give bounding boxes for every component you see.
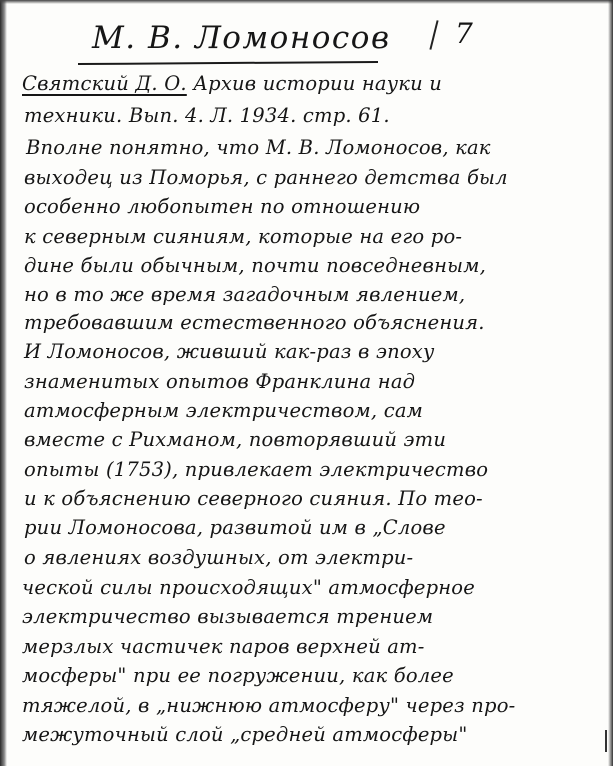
text-line: рии Ломоносова, развитой им в „Слове [24,516,446,539]
title-underline [78,61,378,65]
text-line: электричество вызывается трением [22,605,434,628]
text-line: тяжелой, в „нижнюю атмосферу" через про- [22,694,516,717]
text-line: мосферы" при ее погружении, как более [22,664,454,687]
text-line: выходец из Поморья, с раннего детства был [24,166,508,189]
text-line: вместе с Рихманом, повторявший эти [24,428,447,451]
scan-shadow-left [0,0,7,766]
scan-shadow-right [608,0,613,766]
scan-shadow-top [0,0,613,4]
text-line: ческой силы происходящих" атмосферное [22,576,475,599]
text-line: Вполне понятно, что М. В. Ломоносов, как [26,136,491,159]
page-mark-stroke [429,20,438,50]
page-number: 7 [455,17,473,50]
text-line: знаменитых опытов Франклина над [24,370,416,393]
text-line: но в то же время загадочным явлением, [24,283,466,306]
reference-source: Архив истории науки и [193,72,443,95]
text-line: особенно любопытен по отношению [24,195,421,218]
page-title: М. В. Ломоносов [92,20,391,56]
text-line: о явлениях воздушных, от электри- [24,546,414,569]
reference-line-1 [22,72,442,95]
text-line: к северным сияниям, которые на его ро- [24,225,463,248]
text-line: межуточный слой „средней атмосферы" [22,723,468,746]
reference-line-2: техники. Вып. 4. Л. 1934. стр. 61. [24,104,390,127]
text-line: и к объяснению северного сияния. По тео- [24,487,483,510]
text-line: И Ломоносов, живший как-раз в эпоху [24,340,435,363]
text-line: атмосферным электричеством, сам [24,399,424,422]
text-line: опыты (1753), привлекает электричество [24,458,489,481]
margin-mark [597,730,607,752]
text-line: дине были обычным, почти повседневным, [24,254,486,277]
reference-author: Святский Д. О. [22,72,187,95]
text-line: требовавшим естественного объяснения. [24,311,485,334]
text-line: мерзлых частичек паров верхней ат- [22,635,425,658]
